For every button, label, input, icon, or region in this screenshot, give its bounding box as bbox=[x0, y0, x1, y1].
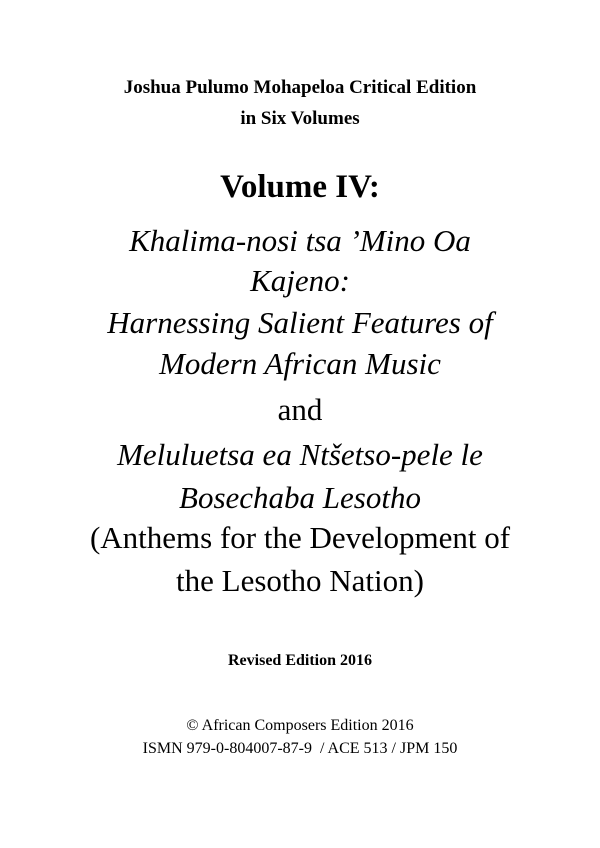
title-2-line-2: Bosechaba Lesotho bbox=[179, 480, 421, 515]
subtitle-line-1: Harnessing Salient Features of bbox=[107, 305, 493, 340]
series-title-line-2: in Six Volumes bbox=[240, 108, 360, 129]
conjunction-text: and bbox=[277, 392, 323, 427]
series-title-line-1: Joshua Pulumo Mohapeloa Critical Edition bbox=[123, 77, 477, 98]
volume-heading: Volume IV: bbox=[220, 169, 380, 205]
edition-label: Revised Edition 2016 bbox=[227, 652, 372, 669]
title-1-line-1: Khalima-nosi tsa ’Mino Oa bbox=[129, 223, 471, 258]
subtitle-line-2: Modern African Music bbox=[159, 346, 441, 381]
identifiers-line: ISMN 979-0-804007-87-9 / ACE 513 / JPM 150 bbox=[142, 740, 458, 757]
copyright-line: © African Composers Edition 2016 bbox=[186, 717, 414, 734]
title-1-line-2: Kajeno: bbox=[250, 263, 350, 298]
translation-line-1: (Anthems for the Development of bbox=[89, 520, 511, 555]
translation-line-2: the Lesotho Nation) bbox=[176, 563, 424, 598]
title-2-line-1: Meluluetsa ea Ntšetso-pele le bbox=[117, 437, 483, 472]
